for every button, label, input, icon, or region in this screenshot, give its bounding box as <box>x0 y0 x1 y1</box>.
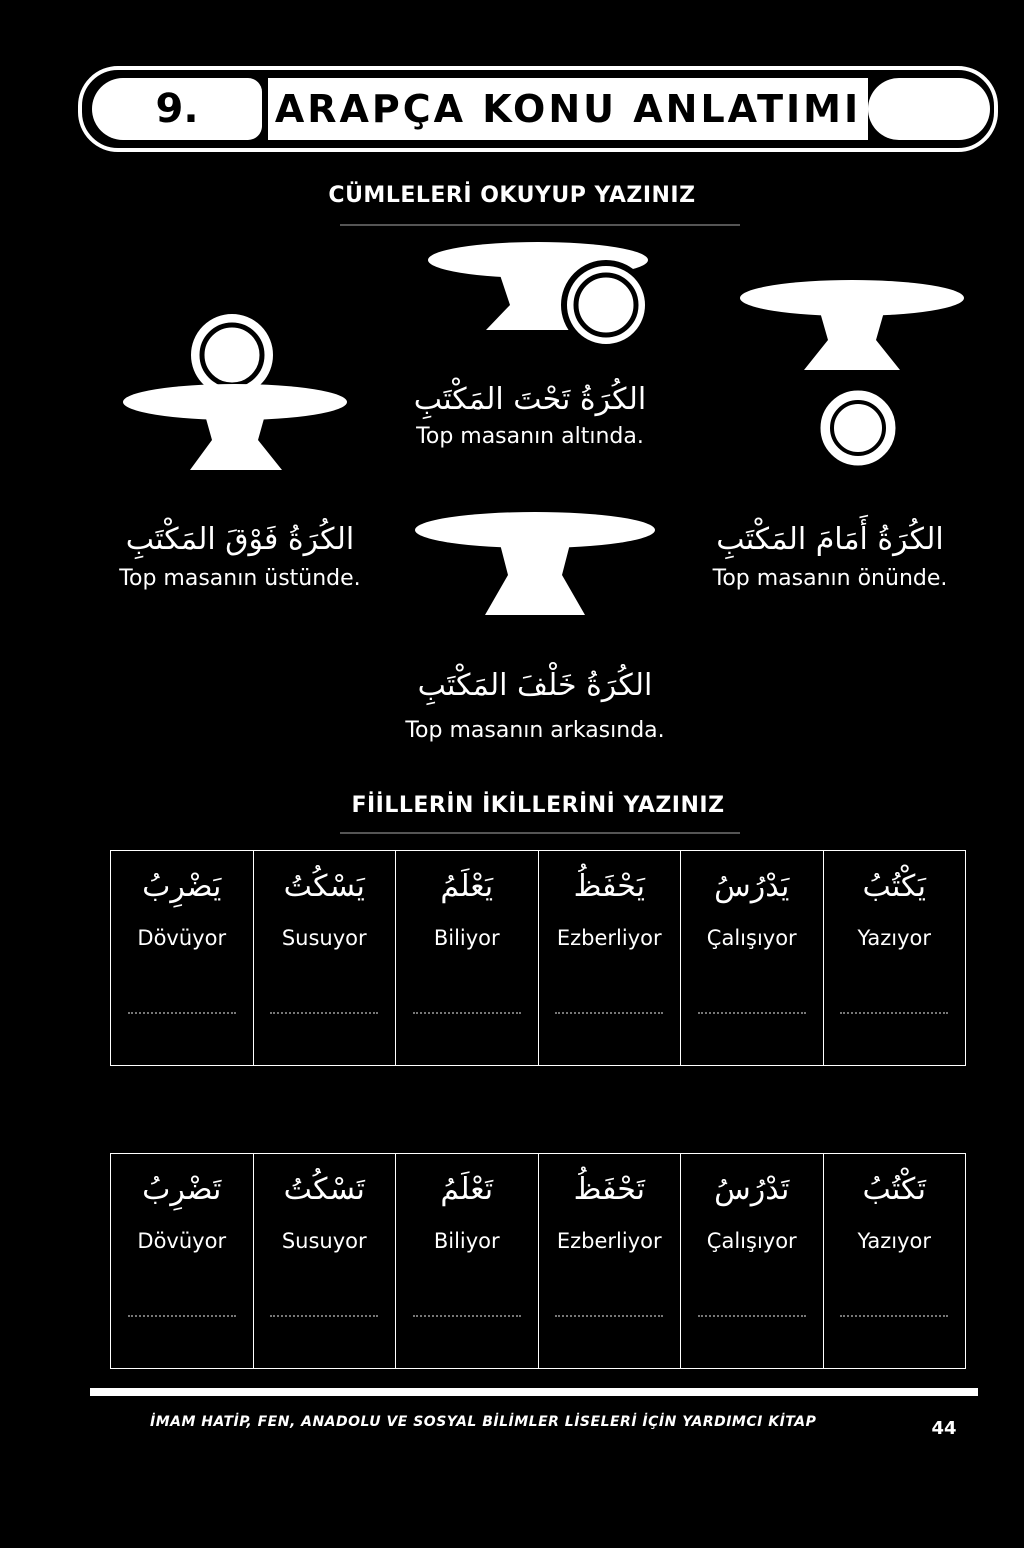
sentence-arabic: الكُرَةُ تَحْتَ المَكْتَبِ <box>413 382 647 417</box>
verb-turkish: Yazıyor <box>857 1229 932 1253</box>
footer-book-title: İMAM HATİP, FEN, ANADOLU VE SOSYAL BİLİMLER LİSELERİ İÇİN YARDIMCI KİTAP <box>150 1414 817 1430</box>
verb-turkish: Ezberliyor <box>556 926 662 950</box>
answer-blank[interactable] <box>555 1275 663 1317</box>
verb-cell <box>396 851 539 1066</box>
verb-cell <box>111 1154 254 1369</box>
verb-turkish: Biliyor <box>433 1229 500 1253</box>
verb-arabic: تَضْرِبُ <box>142 1172 222 1207</box>
verb-cell <box>681 1154 824 1369</box>
banner-end-cap <box>868 78 990 140</box>
verb-arabic: يَعْلَمُ <box>440 869 494 904</box>
section-underline <box>340 832 740 834</box>
banner-title: ARAPÇA KONU ANLATIMI <box>268 78 868 140</box>
verb-cell <box>111 851 254 1066</box>
table-ball-under-illustration <box>428 242 648 347</box>
verb-arabic: تَحْفَظُ <box>573 1172 645 1207</box>
verb-turkish: Dövüyor <box>137 926 227 950</box>
table-ball-on-illustration <box>123 311 347 470</box>
verb-turkish: Ezberliyor <box>556 1229 662 1253</box>
answer-blank[interactable] <box>698 972 806 1014</box>
answer-blank[interactable] <box>413 1275 521 1317</box>
footer-rule <box>90 1388 978 1396</box>
verb-cell <box>681 851 824 1066</box>
verb-cell <box>538 1154 681 1369</box>
verb-arabic: يَكْتُبُ <box>862 869 926 904</box>
verb-arabic: يَحْفَظُ <box>573 869 645 904</box>
verb-arabic: يَسْكُتُ <box>283 869 365 904</box>
sentence-arabic: الكُرَةُ خَلْفَ المَكْتَبِ <box>417 668 653 703</box>
verb-turkish: Dövüyor <box>137 1229 227 1253</box>
table-ball-front-illustration <box>740 280 964 468</box>
verb-turkish: Susuyor <box>281 1229 367 1253</box>
verb-cell <box>823 1154 966 1369</box>
answer-blank[interactable] <box>413 972 521 1014</box>
verb-cell <box>253 1154 396 1369</box>
sentence-arabic: الكُرَةُ فَوْقَ المَكْتَبِ <box>125 522 355 557</box>
answer-blank[interactable] <box>128 972 236 1014</box>
verb-cell <box>253 851 396 1066</box>
verb-turkish: Biliyor <box>433 926 500 950</box>
sentence-arabic: الكُرَةُ أَمَامَ المَكْتَبِ <box>716 522 944 557</box>
verb-table-1 <box>110 850 966 1066</box>
section-title-sentences: CÜMLELERİ OKUYUP YAZINIZ <box>328 183 696 208</box>
unit-badge: 9. <box>92 78 262 140</box>
verb-cell <box>538 851 681 1066</box>
verb-turkish: Çalışıyor <box>706 926 797 950</box>
sentence-turkish: Top masanın altında. <box>416 424 644 449</box>
sentence-turkish: Top masanın önünde. <box>712 566 948 591</box>
verb-arabic: تَكْتُبُ <box>862 1172 926 1207</box>
sentence-turkish: Top masanın arkasında. <box>405 718 665 743</box>
verb-arabic: تَعْلَمُ <box>440 1172 494 1207</box>
verb-arabic: تَدْرُسُ <box>714 1172 790 1207</box>
answer-blank[interactable] <box>840 972 948 1014</box>
verb-cell <box>823 851 966 1066</box>
section-underline <box>340 224 740 226</box>
answer-blank[interactable] <box>270 1275 378 1317</box>
sentence-turkish: Top masanın üstünde. <box>119 566 361 591</box>
verb-table-2 <box>110 1153 966 1369</box>
verb-arabic: يَضْرِبُ <box>142 869 222 904</box>
verb-turkish: Çalışıyor <box>706 1229 797 1253</box>
table-ball-behind-illustration <box>415 512 655 615</box>
section-title-verbs: FİİLLERİN İKİLLERİNİ YAZINIZ <box>351 793 725 818</box>
verb-cell <box>396 1154 539 1369</box>
answer-blank[interactable] <box>698 1275 806 1317</box>
answer-blank[interactable] <box>128 1275 236 1317</box>
verb-turkish: Susuyor <box>281 926 367 950</box>
answer-blank[interactable] <box>555 972 663 1014</box>
verb-turkish: Yazıyor <box>857 926 932 950</box>
answer-blank[interactable] <box>840 1275 948 1317</box>
verb-arabic: يَدْرُسُ <box>714 869 790 904</box>
page-number: 44 <box>931 1418 957 1439</box>
answer-blank[interactable] <box>270 972 378 1014</box>
verb-arabic: تَسْكُتُ <box>283 1172 365 1207</box>
